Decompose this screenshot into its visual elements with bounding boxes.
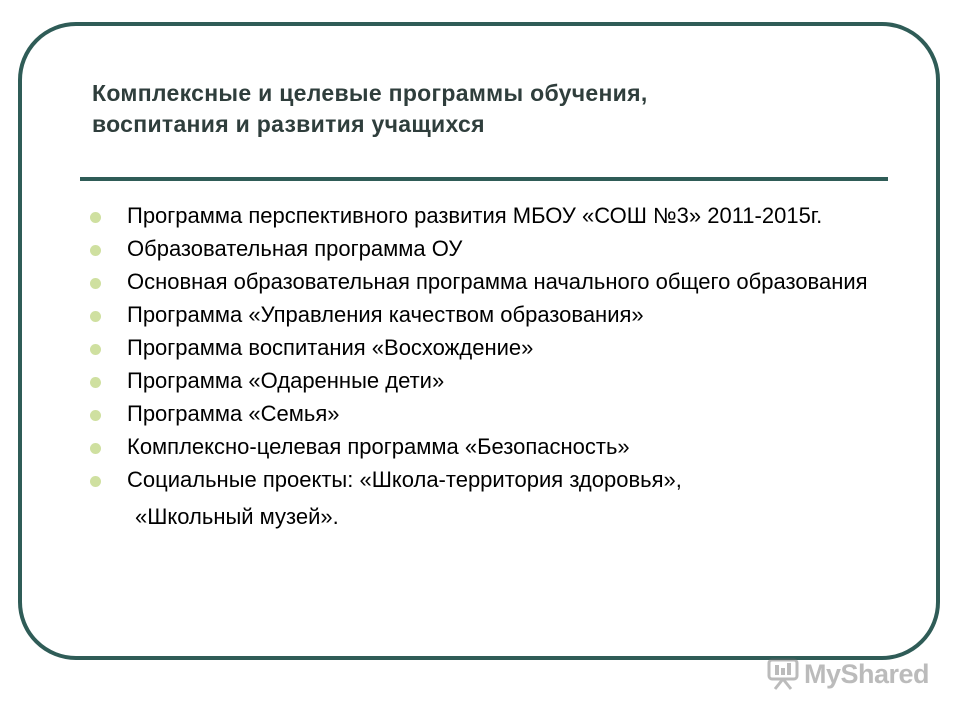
bullet-dot-icon — [90, 377, 101, 388]
bullet-text: Социальные проекты: «Школа-территория здоровья», — [127, 467, 682, 492]
bullet-item — [90, 434, 890, 460]
bullet-item — [90, 203, 890, 229]
bullet-dot-icon — [90, 476, 101, 487]
bullet-text: Основная образовательная программа начального общего образования — [127, 269, 868, 294]
bullet-item — [90, 302, 890, 328]
bullet-text: Программа «Управления качеством образования» — [127, 302, 644, 327]
watermark-text: MyShared — [804, 658, 930, 689]
bullet-dot-icon — [90, 278, 101, 289]
bullet-text: Программа воспитания «Восхождение» — [127, 335, 534, 360]
bullet-text: Программа перспективного развития МБОУ «СОШ №3» 2011-2015г. — [127, 203, 823, 228]
bullet-list — [90, 203, 890, 537]
watermark — [766, 656, 929, 692]
bullet-item — [90, 335, 890, 361]
bullet-dot-icon — [90, 344, 101, 355]
bullet-continuation: «Школьный музей». — [135, 504, 339, 529]
bullet-text: Программа «Одаренные дети» — [127, 368, 445, 393]
presentation-board-icon — [766, 658, 800, 690]
bullet-dot-icon — [90, 410, 101, 421]
bullet-dot-icon — [90, 212, 101, 223]
slide-title-line-2: воспитания и развития учащихся — [92, 111, 485, 137]
bullet-dot-icon — [90, 311, 101, 322]
bullet-item — [90, 368, 890, 394]
bullet-text: Программа «Семья» — [127, 401, 340, 426]
bullet-item — [90, 269, 890, 295]
bullet-text: Образовательная программа ОУ — [127, 236, 463, 261]
title-divider — [80, 177, 888, 181]
bullet-dot-icon — [90, 443, 101, 454]
slide-title-line-1: Комплексные и целевые программы обучения, — [92, 80, 648, 106]
bullet-item — [90, 467, 890, 530]
bullet-item — [90, 236, 890, 262]
bullet-item — [90, 401, 890, 427]
slide-title — [92, 78, 872, 140]
bullet-text: Комплексно-целевая программа «Безопасность» — [127, 434, 630, 459]
bullet-dot-icon — [90, 245, 101, 256]
